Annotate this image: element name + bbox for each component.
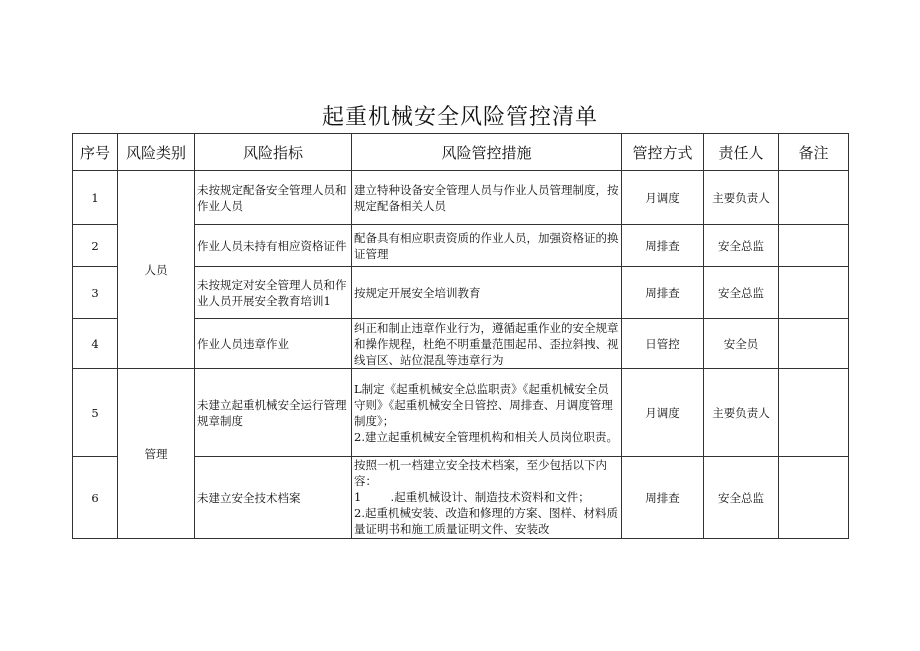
row-measures: 建立特种设备安全管理人员与作业人员管理制度，按规定配备相关人员 (352, 171, 622, 225)
table-row (73, 369, 849, 457)
header-remark: 备注 (779, 134, 849, 171)
row-seq: 4 (73, 319, 118, 369)
row-indicator: 未建立起重机械安全运行管理规章制度 (195, 369, 352, 457)
row-measures (352, 457, 622, 539)
row-seq: 2 (73, 225, 118, 267)
row-remark (779, 171, 849, 225)
row-measures: 纠正和制止违章作业行为，遵循起重作业的安全规章和操作规程，杜绝不明重量范围起吊、歪拉斜拽、视线盲区、站位混乱等违章行为 (352, 319, 622, 369)
row-owner: 主要负责人 (704, 171, 779, 225)
row-seq: 6 (73, 457, 118, 539)
measure-line: 1 .起重机械设计、制造技术资料和文件； (354, 490, 590, 504)
measure-line: 2.起重机械安装、改造和修理的方案、图样、材料质量证明书和施工质量证明文件、安装改 (354, 506, 618, 536)
row-method: 月调度 (622, 171, 704, 225)
row-indicator: 作业人员违章作业 (195, 319, 352, 369)
measure-line: 2.建立起重机械安全管理机构和相关人员岗位职责。 (354, 429, 618, 444)
row-remark (779, 319, 849, 369)
row-owner: 安全员 (704, 319, 779, 369)
row-method: 日管控 (622, 319, 704, 369)
row-indicator: 未按规定对安全管理人员和作业人员开展安全教育培训1 (195, 267, 352, 319)
page-title: 起重机械安全风险管控清单 (321, 105, 598, 130)
row-method: 周排查 (622, 457, 704, 539)
row-indicator: 作业人员未持有相应资格证件 (195, 225, 352, 267)
row-owner: 安全总监 (704, 267, 779, 319)
header-method: 管控方式 (622, 134, 704, 171)
measure-line: L制定《起重机械安全总监职责》《起重机械安全员守则》《起重机械安全日管控、周排查、月调度管理制度》； (354, 381, 613, 428)
row-owner: 主要负责人 (704, 369, 779, 457)
row-method: 周排查 (622, 225, 704, 267)
row-owner: 安全总监 (704, 457, 779, 539)
row-remark (779, 267, 849, 319)
header-measures: 风险管控措施 (352, 134, 622, 171)
row-owner: 安全总监 (704, 225, 779, 267)
row-remark (779, 225, 849, 267)
row-indicator: 未建立安全技术档案 (195, 457, 352, 539)
header-seq: 序号 (73, 134, 118, 171)
row-indicator: 未按规定配备安全管理人员和作业人员 (195, 171, 352, 225)
row-measures: 按规定开展安全培训教育 (352, 267, 622, 319)
row-seq: 5 (73, 369, 118, 457)
table-row (73, 171, 849, 225)
row-remark (779, 457, 849, 539)
row-method: 月调度 (622, 369, 704, 457)
row-method: 周排查 (622, 267, 704, 319)
header-row (73, 134, 849, 171)
category-personnel: 人员 (118, 171, 195, 369)
category-management: 管理 (118, 369, 195, 539)
row-measures (352, 369, 622, 457)
risk-control-table (72, 133, 849, 539)
row-seq: 3 (73, 267, 118, 319)
header-category: 风险类别 (118, 134, 195, 171)
header-owner: 责任人 (704, 134, 779, 171)
measure-line: 按照一机一档建立安全技术档案，至少包括以下内容： (354, 458, 607, 488)
row-seq: 1 (73, 171, 118, 225)
header-indicator: 风险指标 (195, 134, 352, 171)
row-remark (779, 369, 849, 457)
row-measures: 配备具有相应职责资质的作业人员，加强资格证的换证管理 (352, 225, 622, 267)
